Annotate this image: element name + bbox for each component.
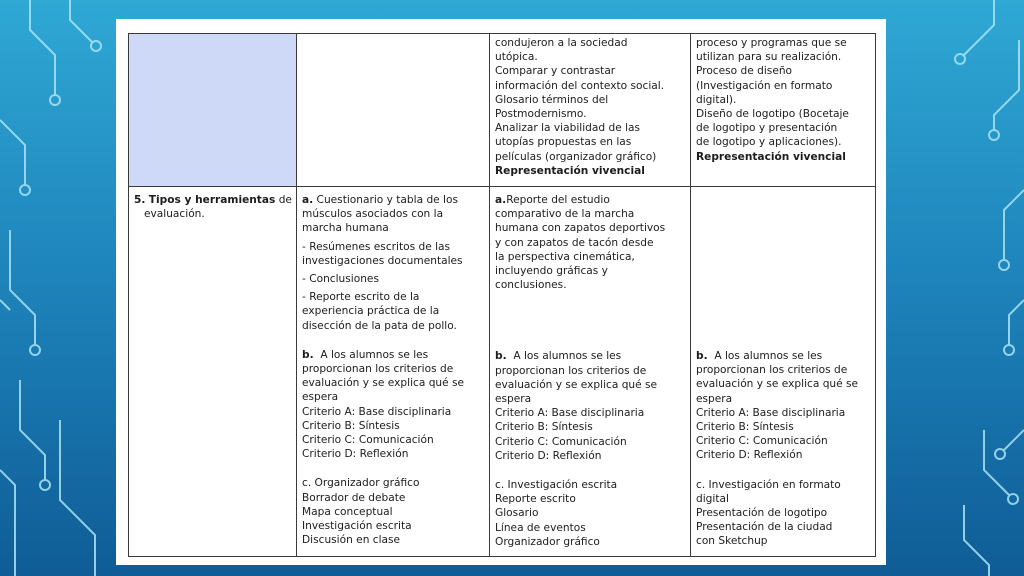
text-line: incluyendo gráficas y (495, 265, 608, 278)
text-line: A los alumnos se les (313, 348, 429, 361)
cell-col3 (490, 187, 691, 557)
text-line: evaluación y se explica qué se (495, 378, 658, 391)
text-line: c. Investigación escrita (495, 479, 618, 492)
criterion: Criterio C: Comunicación (302, 434, 434, 447)
text-line: utilizan para su realización. (696, 51, 842, 64)
text-line: utópica. (495, 51, 538, 64)
text-line: proporcionan los criterios de (696, 364, 848, 377)
text-line: Presentación de la ciudad (696, 521, 833, 534)
text-line: la perspectiva cinemática, (495, 250, 635, 263)
item-label: a. (495, 194, 507, 206)
text-line: Postmodernismo. (495, 108, 587, 121)
criterion: Criterio C: Comunicación (696, 435, 828, 448)
criterion: Criterio A: Base disciplinaria (696, 406, 846, 419)
item-label: a. (302, 194, 314, 206)
text-line: Reporte del estudio (506, 194, 610, 206)
text-line: digital). (696, 93, 737, 106)
empty-cell (297, 34, 490, 187)
criterion: Criterio B: Síntesis (302, 419, 400, 432)
text-line: proporcionan los criterios de (302, 363, 454, 376)
table-row (129, 187, 876, 557)
text-line: Glosario (495, 507, 539, 520)
text-line: Glosario términos del (495, 93, 609, 106)
text-line: utopías propuestas en las (495, 136, 632, 149)
row-heading-cell (129, 187, 297, 557)
text-line: Línea de eventos (495, 521, 586, 534)
cell-col3 (490, 34, 691, 187)
text-line: Presentación de logotipo (696, 507, 828, 520)
item-label: b. (302, 348, 314, 361)
text-line: Diseño de logotipo (Bocetaje (696, 108, 849, 121)
cell-col4 (691, 187, 876, 557)
text-line: A los alumnos se les (506, 350, 622, 363)
criterion: Criterio D: Reflexión (495, 449, 602, 462)
text-line: Organizador gráfico (495, 535, 600, 548)
criterion: Criterio A: Base disciplinaria (495, 407, 645, 420)
text-line: investigaciones documentales (302, 254, 463, 267)
text-line: - Conclusiones (302, 273, 379, 286)
cell-col2 (297, 187, 490, 557)
text-line: evaluación y se explica qué se (302, 377, 465, 390)
evaluation-table (128, 33, 876, 557)
text-line: (Investigación en formato (696, 79, 833, 92)
text-line: Comparar y contrastar (495, 65, 616, 78)
text-line: humana con zapatos deportivos (495, 222, 666, 235)
text-line: - Reporte escrito de la (302, 291, 420, 304)
text-line: Mapa conceptual (302, 505, 393, 518)
row-heading: 5. Tipos y herramientas de (134, 194, 292, 206)
text-line: c. Organizador gráfico (302, 477, 420, 490)
text-line: conclusiones. (495, 279, 567, 292)
text-line: espera (495, 393, 532, 406)
text-line: Reporte escrito (495, 493, 576, 506)
shaded-cell (129, 34, 297, 187)
text-line: proporcionan los criterios de (495, 364, 647, 377)
text-line: Representación vivencial (696, 150, 846, 163)
item-label: b. (495, 350, 507, 363)
text-line: comparativo de la marcha (495, 208, 635, 221)
text-line: Borrador de debate (302, 491, 406, 504)
text-line: Cuestionario y tabla de los (313, 194, 458, 206)
criterion: Criterio D: Reflexión (696, 449, 803, 462)
text-line: músculos asociados con la (302, 208, 444, 221)
cell-col4 (691, 34, 876, 187)
text-line: condujeron a la sociedad (495, 37, 628, 49)
text-line: Investigación escrita (302, 520, 412, 533)
text-line: - Resúmenes escritos de las (302, 240, 451, 253)
text-line: con Sketchup (696, 535, 768, 548)
text-line: marcha humana (302, 222, 389, 235)
criterion: Criterio A: Base disciplinaria (302, 405, 452, 418)
text-line: A los alumnos se les (707, 350, 823, 362)
criterion: Criterio C: Comunicación (495, 435, 627, 448)
text-line: espera (302, 391, 339, 404)
criterion: Criterio D: Reflexión (302, 448, 409, 461)
table-row (129, 34, 876, 187)
text-line: Representación vivencial (495, 164, 645, 177)
text-line: de logotipo y aplicaciones). (696, 136, 842, 149)
text-line: experiencia práctica de la (302, 305, 440, 318)
text-line: evaluación y se explica qué se (696, 378, 859, 391)
text-line: proceso y programas que se (696, 37, 847, 49)
text-line: Proceso de diseño (696, 65, 793, 78)
text-line: digital (696, 492, 729, 505)
text-line: de logotipo y presentación (696, 122, 838, 135)
text-line: información del contexto social. (495, 79, 665, 92)
text-line: y con zapatos de tacón desde (495, 236, 654, 249)
criterion: Criterio B: Síntesis (696, 421, 794, 434)
text-line: Analizar la viabilidad de las (495, 122, 641, 135)
text-line: películas (organizador gráfico) (495, 150, 657, 163)
text-line: disección de la pata de pollo. (302, 319, 457, 332)
circuit-decoration-left (0, 0, 120, 576)
document-image (116, 19, 886, 565)
text-line: c. Investigación en formato (696, 478, 841, 491)
criterion: Criterio B: Síntesis (495, 421, 593, 434)
item-label: b. (696, 350, 708, 362)
text-line: espera (696, 392, 733, 405)
circuit-decoration-right (904, 0, 1024, 576)
text-line: Discusión en clase (302, 534, 401, 547)
row-heading-line2: evaluación. (144, 208, 205, 221)
